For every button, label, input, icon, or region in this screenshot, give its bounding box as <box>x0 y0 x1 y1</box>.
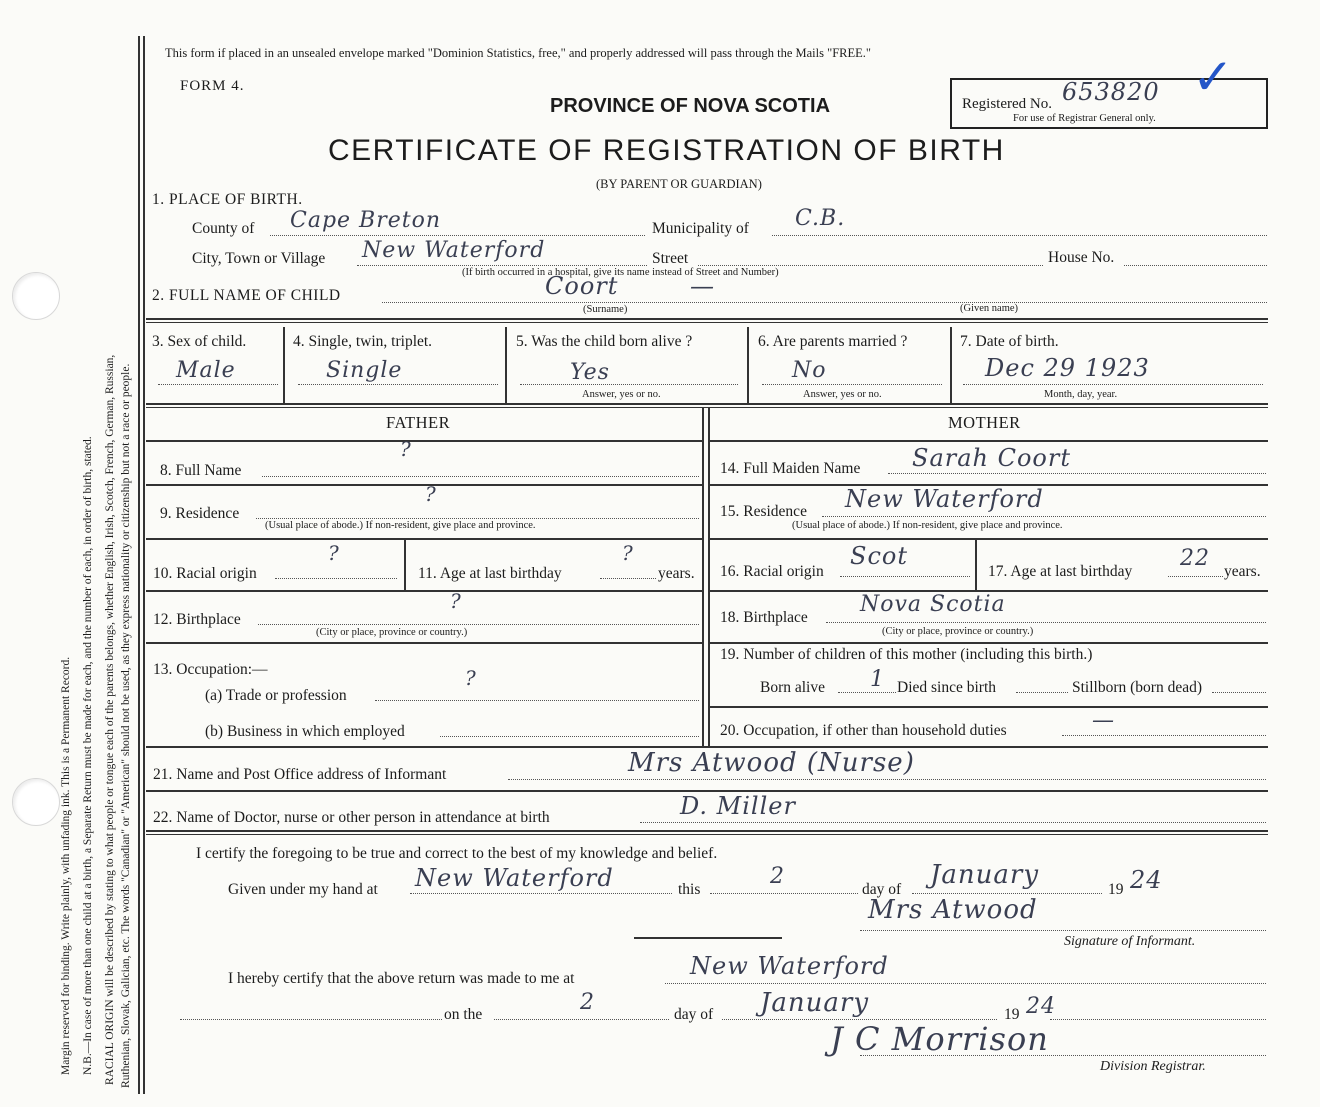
alive-label: 5. Was the child born alive ? <box>516 333 693 350</box>
rule-row3-bottom-2 <box>146 407 1268 408</box>
given-name-caption: (Given name) <box>960 303 1019 314</box>
mother-occupation-value: — <box>1092 708 1115 733</box>
form-number: FORM 4. <box>180 78 245 94</box>
married-value: No <box>792 358 827 383</box>
informant-label: 21. Name and Post Office address of Informant <box>153 766 447 783</box>
margin-note-3: RACIAL ORIGIN will be described by stating to what people or tongue each of the parents belongs, whether English, Irish, Scotch, French, German, Russian, <box>104 354 116 1085</box>
certify-year-prefix: 19 <box>1108 881 1124 898</box>
alive-caption: Answer, yes or no. <box>582 389 661 400</box>
registrar-month-value: January <box>760 988 870 1018</box>
registered-number: 653820 <box>1062 78 1160 106</box>
married-label: 6. Are parents married ? <box>758 333 908 350</box>
registrar-year-line <box>1050 1004 1266 1020</box>
married-caption: Answer, yes or no. <box>803 389 882 400</box>
sex-label: 3. Sex of child. <box>152 333 247 350</box>
parent-column-divider-2 <box>708 408 710 746</box>
father-business-label: (b) Business in which employed <box>205 723 405 740</box>
cell-divider <box>975 540 977 590</box>
registrar-year-value: 24 <box>1026 994 1056 1019</box>
province-heading: PROVINCE OF NOVA SCOTIA <box>550 95 831 117</box>
mother-age-label: 17. Age at last birthday <box>988 563 1133 580</box>
margin-note-2: N.B.—In case of more than one child at a birth, a Separate Return must be made for each, and the number of each, in order of birth, stated. <box>82 436 94 1075</box>
mother-birthplace-value: Nova Scotia <box>860 592 1006 617</box>
postal-note: This form if placed in an unsealed envelope marked "Dominion Statistics, free," and properly addressed will pass through the Mails "FREE." <box>165 46 872 60</box>
mother-age-years: years. <box>1224 563 1261 580</box>
registrar-signature-caption: Division Registrar. <box>1100 1059 1206 1074</box>
died-since-birth-line <box>1016 677 1068 693</box>
registrar-place-value: New Waterford <box>690 952 889 980</box>
informant-signature-line <box>860 915 1266 931</box>
single-value: Single <box>326 358 403 383</box>
died-since-birth-label: Died since birth <box>897 679 997 696</box>
rule <box>710 642 1268 644</box>
registrar-signature-line <box>860 1040 1266 1056</box>
father-birthplace-line <box>258 609 699 625</box>
father-trade-label: (a) Trade or profession <box>205 687 347 704</box>
municipality-value: C.B. <box>795 206 846 231</box>
rule <box>146 830 1268 832</box>
cell-divider <box>747 327 749 403</box>
hospital-note: (If birth occurred in a hospital, give its name instead of Street and Number) <box>462 267 779 278</box>
municipality-label: Municipality of <box>652 220 749 237</box>
separator-short <box>634 937 782 939</box>
father-age-value: ? <box>622 541 634 565</box>
father-age-line <box>600 563 656 579</box>
father-racial-value: ? <box>328 541 340 565</box>
given-under-hand-label: Given under my hand at <box>228 881 378 898</box>
stillborn-line <box>1212 677 1266 693</box>
cell-divider <box>404 540 406 590</box>
surname-caption: (Surname) <box>583 304 628 315</box>
municipality-line <box>772 218 1267 236</box>
stillborn-label: Stillborn (born dead) <box>1072 679 1203 696</box>
single-label: 4. Single, twin, triplet. <box>293 333 433 350</box>
father-residence-line <box>256 503 699 519</box>
margin-rule <box>138 36 140 1094</box>
father-age-label: 11. Age at last birthday <box>418 565 562 582</box>
rule-top-grid <box>146 318 1268 320</box>
certify-year-value: 24 <box>1130 866 1163 894</box>
doctor-label: 22. Name of Doctor, nurse or other person in attendance at birth <box>153 809 550 826</box>
rule <box>710 440 1268 442</box>
rule <box>146 642 702 644</box>
city-value: New Waterford <box>362 238 546 263</box>
house-no-label: House No. <box>1048 249 1115 266</box>
rule <box>146 484 702 486</box>
mother-name-label: 14. Full Maiden Name <box>720 460 861 477</box>
father-birthplace-caption: (City or place, province or country.) <box>316 627 468 638</box>
sex-value: Male <box>176 358 236 383</box>
rule-row3-bottom <box>146 403 1268 405</box>
rule <box>146 440 702 442</box>
margin-note-4: Ruthenian, Slovak, Galician, etc. The words "Canadian" or "American" should not be used, as they express nationality or citizenship but not a race or people. <box>120 363 132 1088</box>
child-name-label: 2. FULL NAME OF CHILD <box>152 287 341 304</box>
father-business-line <box>440 721 699 737</box>
registrar-year-prefix: 19 <box>1004 1006 1020 1023</box>
alive-value: Yes <box>570 360 610 385</box>
mother-birthplace-label: 18. Birthplace <box>720 609 808 626</box>
mother-residence-value: New Waterford <box>845 485 1044 513</box>
county-value: Cape Breton <box>290 208 442 233</box>
father-heading: FATHER <box>386 413 451 432</box>
father-residence-label: 9. Residence <box>160 505 240 522</box>
certificate-title: CERTIFICATE OF REGISTRATION OF BIRTH <box>328 134 1005 167</box>
father-birthplace-label: 12. Birthplace <box>153 611 241 628</box>
certify-day-of-label: day of <box>862 881 902 898</box>
cell-divider <box>283 327 285 403</box>
certificate-subtitle: (BY PARENT OR GUARDIAN) <box>596 177 762 191</box>
father-birthplace-value: ? <box>450 589 462 613</box>
dob-caption: Month, day, year. <box>1044 389 1118 400</box>
born-alive-line <box>838 677 896 693</box>
father-trade-line <box>375 685 699 701</box>
doctor-value: D. Miller <box>680 792 796 820</box>
registrar-signature: J C Morrison <box>830 1020 1049 1058</box>
informant-value: Mrs Atwood (Nurse) <box>628 748 915 778</box>
binding-hole-bottom <box>12 778 60 826</box>
father-name-value: ? <box>400 437 412 461</box>
born-alive-label: Born alive <box>760 679 825 696</box>
house-no-line <box>1124 248 1267 266</box>
registered-label: Registered No. <box>962 96 1052 112</box>
certify-statement: I certify the foregoing to be true and correct to the best of my knowledge and belief. <box>196 845 718 862</box>
mother-children-label: 19. Number of children of this mother (including this birth.) <box>720 646 1093 663</box>
street-line <box>698 248 1043 266</box>
rule <box>146 590 702 592</box>
father-racial-line <box>275 563 397 579</box>
rule <box>710 538 1268 540</box>
rule <box>146 538 702 540</box>
father-residence-value: ? <box>425 482 437 506</box>
parent-column-divider <box>702 408 704 746</box>
registrar-statement: I hereby certify that the above return was made to me at <box>228 970 575 987</box>
father-residence-caption: (Usual place of abode.) If non-resident, give place and province. <box>265 520 536 531</box>
mother-heading: MOTHER <box>948 413 1021 432</box>
father-age-years: years. <box>658 565 695 582</box>
mother-age-value: 22 <box>1180 546 1210 571</box>
mother-residence-label: 15. Residence <box>720 503 807 520</box>
informant-signature: Mrs Atwood <box>868 895 1038 925</box>
certify-day-value: 2 <box>770 864 785 889</box>
father-name-label: 8. Full Name <box>160 462 242 479</box>
this-label: this <box>678 881 701 898</box>
child-given-value: — <box>690 272 715 300</box>
mother-birthplace-caption: (City or place, province or country.) <box>882 626 1034 637</box>
dob-label: 7. Date of birth. <box>960 333 1059 350</box>
alive-line <box>520 368 738 385</box>
margin-note-1: Margin reserved for binding. Write plainly, with unfading ink. This is a Permanent Record. <box>60 656 72 1075</box>
registrar-use-note: For use of Registrar General only. <box>1013 113 1156 124</box>
registrar-day-value: 2 <box>580 990 595 1015</box>
street-label: Street <box>652 250 689 267</box>
mother-occupation-label: 20. Occupation, if other than household duties <box>720 722 1007 739</box>
rule-top-grid-2 <box>146 322 1268 323</box>
margin-rule-inner <box>143 36 145 1094</box>
born-alive-value: 1 <box>870 667 885 692</box>
registrar-day-of-label: day of <box>674 1006 714 1023</box>
child-surname-value: Coort <box>545 272 619 300</box>
father-name-line <box>262 461 699 477</box>
registered-check-icon: ✓ <box>1192 49 1234 105</box>
father-occupation-label: 13. Occupation:— <box>153 661 268 678</box>
rule <box>710 706 1268 708</box>
mother-racial-value: Scot <box>850 542 908 570</box>
rule <box>146 834 1268 835</box>
place-of-birth-heading: 1. PLACE OF BIRTH. <box>152 191 303 208</box>
married-line <box>762 368 942 385</box>
binding-hole-top <box>12 272 60 320</box>
certify-month-value: January <box>930 860 1040 890</box>
given-place-value: New Waterford <box>415 864 614 892</box>
cell-divider <box>505 327 507 403</box>
registrar-leading-line <box>180 1004 442 1020</box>
mother-name-value: Sarah Coort <box>912 444 1071 472</box>
father-racial-label: 10. Racial origin <box>153 565 257 582</box>
county-label: County of <box>192 220 255 237</box>
dob-value: Dec 29 1923 <box>985 354 1150 382</box>
on-the-label: on the <box>444 1006 483 1023</box>
cell-divider <box>950 327 952 403</box>
mother-racial-label: 16. Racial origin <box>720 563 824 580</box>
father-trade-value: ? <box>465 666 477 690</box>
child-name-line <box>382 285 1267 303</box>
mother-residence-caption: (Usual place of abode.) If non-resident, give place and province. <box>792 520 1063 531</box>
informant-signature-caption: Signature of Informant. <box>1064 934 1196 949</box>
city-label: City, Town or Village <box>192 250 326 267</box>
